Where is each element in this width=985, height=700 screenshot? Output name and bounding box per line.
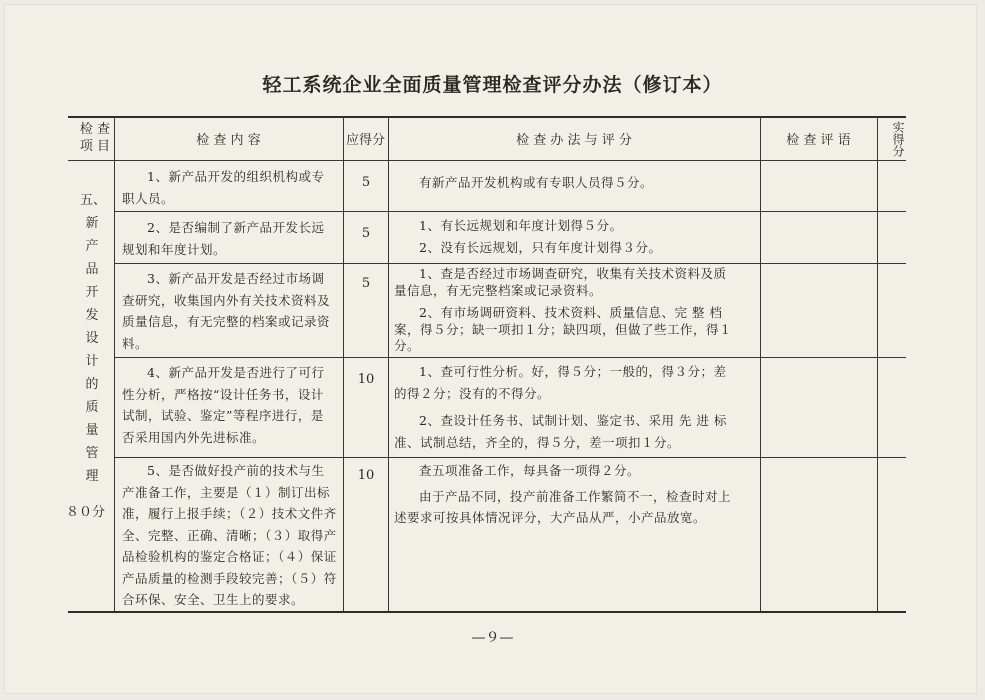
section-label-char: 设 <box>85 331 99 346</box>
row-3-content <box>122 268 342 354</box>
section-label-char: 质 <box>85 400 99 415</box>
row-divider-4 <box>114 457 906 458</box>
content-line: 1、新产品开发的组织机构或专 <box>147 169 325 184</box>
method-line: 有新产品开发机构或有专职人员得５分。 <box>419 175 654 190</box>
row-5-score: 10 <box>357 468 375 483</box>
header-comment: 检 查 评 语 <box>786 133 851 148</box>
content-line: 品检验机构的鉴定合格证；（４）保证 <box>122 549 337 564</box>
row-4-method <box>394 361 756 453</box>
method-line: 1、查是否经过市场调查研究，收集有关技术资料及质 <box>419 266 727 281</box>
col-divider-content <box>343 117 344 611</box>
section-label-char: 品 <box>85 262 99 277</box>
content-line: 全、完整、正确、清晰；（３）取得产 <box>122 527 337 543</box>
section-label-char: 计 <box>85 354 99 369</box>
section-label-char: 新 <box>85 216 99 231</box>
section-label-char: 发 <box>85 308 99 323</box>
row-4-score: 10 <box>357 372 375 387</box>
header-actual: 实得分 <box>891 121 905 157</box>
header-item-bottom: 项 目 <box>79 139 110 154</box>
page-number: —９— <box>471 630 514 646</box>
row-2-content <box>122 217 342 260</box>
section-label-char: 开 <box>85 285 99 300</box>
row-2-method <box>394 215 756 258</box>
method-line: 2、有市场调研资料、技术资料、质量信息、完 整 档 <box>419 305 723 320</box>
row-divider-1 <box>114 211 906 212</box>
row-5-content <box>122 460 342 611</box>
row-divider-2 <box>114 263 906 264</box>
section-label-char: 产 <box>85 239 99 254</box>
section-label-char: 量 <box>85 423 99 438</box>
col-divider-comment <box>877 117 878 611</box>
table-top-border <box>68 116 906 118</box>
method-line: 查五项准备工作，每具备一项得２分。 <box>419 463 641 478</box>
method-line: 量信息，有无完整档案或记录资料。 <box>394 282 603 298</box>
method-line: 分。 <box>394 338 421 353</box>
content-line: 否采用国内外先进标准。 <box>122 429 266 445</box>
content-line: 职人员。 <box>122 190 175 206</box>
method-line: 2、没有长远规划，只有年度计划得３分。 <box>419 239 662 255</box>
method-line: 1、有长远规划和年度计划得５分。 <box>419 218 623 233</box>
section-points: ８０分 <box>66 505 106 520</box>
content-line: 查研究，收集国内外有关技术资料及 <box>122 292 331 308</box>
row-3-score: 5 <box>361 276 371 291</box>
header-item-top: 检 查 <box>79 122 110 137</box>
content-line: 质量信息，有无完整的档案或记录资 <box>122 314 331 329</box>
row-3-method <box>394 266 756 355</box>
section-label <box>80 190 107 489</box>
header-item-cell <box>68 121 114 155</box>
row-4-content <box>122 362 342 448</box>
row-2-score: 5 <box>361 226 371 241</box>
col-divider-method <box>760 117 761 611</box>
row-1-method <box>394 172 756 194</box>
row-1-score: 5 <box>361 175 371 190</box>
row-1-content <box>122 166 342 209</box>
content-line: 5、是否做好投产前的技术与生 <box>147 463 325 478</box>
header-content: 检 查 内 容 <box>196 133 261 148</box>
document-title: 轻工系统企业全面质量管理检查评分办法（修订本） <box>262 74 723 96</box>
row-5-method <box>394 460 756 529</box>
content-line: 产准备工作，主要是（１）制订出标 <box>122 484 331 500</box>
content-line: 合环保、安全、卫生上的要求。 <box>122 592 305 607</box>
method-line: 由于产品不同，投产前准备工作繁简不一，检查时对上 <box>419 488 732 504</box>
section-label-char: 的 <box>85 377 99 392</box>
method-line: 1、查可行性分析。好，得５分；一般的，得３分；差 <box>419 364 727 379</box>
section-label-char: 五、 <box>80 193 107 208</box>
row-divider-3 <box>114 357 906 358</box>
method-line: 述要求可按具体情况评分，大产品从严，小产品放宽。 <box>394 510 707 525</box>
content-line: 4、新产品开发是否进行了可行 <box>147 365 325 380</box>
col-divider-score <box>388 117 389 611</box>
header-bottom-border <box>68 160 906 161</box>
section-label-char: 管 <box>85 446 99 461</box>
col-divider-item <box>114 117 115 611</box>
content-line: 性分析，严格按“设计任务书，设计 <box>122 386 324 402</box>
table-bottom-border <box>68 611 906 613</box>
method-line: 准、试制总结，齐全的，得５分，差一项扣１分。 <box>394 434 681 450</box>
method-line: 案，得５分；缺一项扣１分；缺四项，但做了些工作，得１ <box>394 321 733 337</box>
header-method: 检 查 办 法 与 评 分 <box>516 133 632 148</box>
content-line: 3、新产品开发是否经过市场调 <box>147 271 325 286</box>
content-line: 规划和年度计划。 <box>122 241 227 257</box>
content-line: 试制，试验、鉴定”等程序进行，是 <box>122 408 324 423</box>
method-line: 的得２分；没有的不得分。 <box>394 385 551 401</box>
content-line: 2、是否编制了新产品开发长远 <box>147 220 325 235</box>
content-line: 产品质量的检测手段较完善；（５）符 <box>122 570 337 586</box>
method-line: 2、查设计任务书、试制计划、鉴定书、采用 先 进 标 <box>419 413 727 428</box>
header-score: 应得分 <box>345 133 385 148</box>
section-label-char: 理 <box>85 469 99 484</box>
content-line: 料。 <box>122 335 149 351</box>
content-line: 准，履行上报手续；（２）技术文件齐 <box>122 506 337 521</box>
